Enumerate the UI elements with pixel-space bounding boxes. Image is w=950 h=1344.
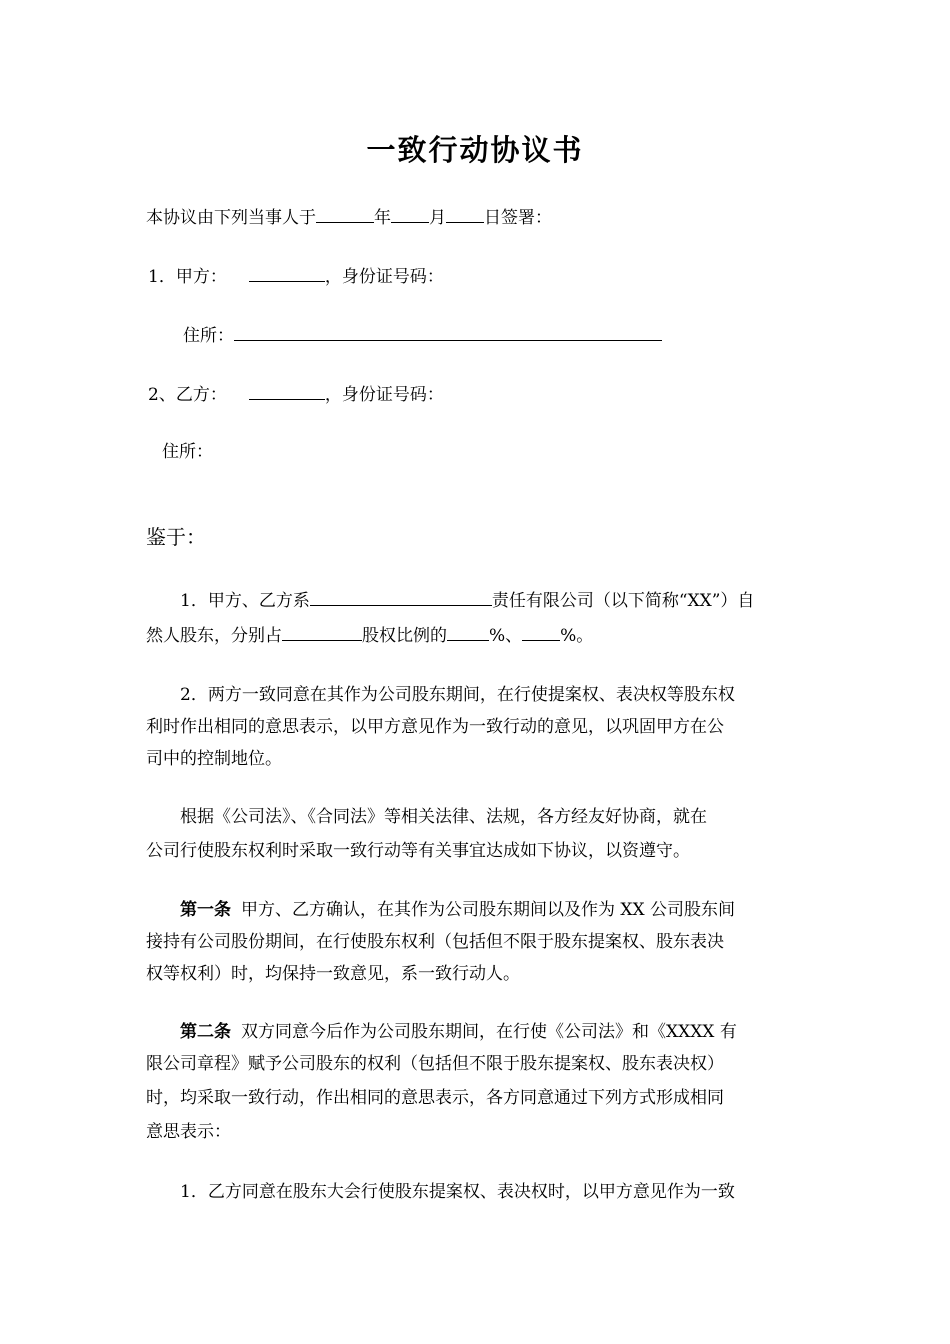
- w1-e: %、: [489, 626, 523, 646]
- whereas-1-line-1: [180, 588, 806, 612]
- share-ratio-blank: [282, 623, 362, 641]
- article-1-line-1: [180, 899, 735, 921]
- party-b-label: 2、乙方：: [148, 385, 227, 405]
- article-1-line-3: 权等权利）时，均保持一致意见，系一致行动人。: [146, 964, 520, 984]
- article-2-line-1: [180, 1021, 737, 1043]
- whereas-1-line-2: [146, 623, 593, 647]
- percent-b-blank: [522, 623, 560, 641]
- party-a-label: 1．甲方：: [148, 267, 227, 287]
- day-blank: [446, 205, 484, 223]
- document-title: 一致行动协议书: [366, 133, 584, 167]
- month-label: 月: [429, 208, 446, 228]
- item-1-line-1: 1．乙方同意在股东大会行使股东提案权、表决权时，以甲方意见作为一致: [180, 1182, 735, 1202]
- intro-prefix: 本协议由下列当事人于: [146, 208, 316, 228]
- party-a-address-blank: [234, 323, 662, 341]
- intro-line: [146, 205, 552, 229]
- month-blank: [391, 205, 429, 223]
- w1-b: 责任有限公司（以下简称“XX”）自: [491, 591, 755, 611]
- party-a-address-line: [183, 323, 662, 347]
- day-sign-label: 日签署：: [484, 208, 552, 228]
- w1-f: %。: [560, 626, 594, 646]
- whereas-2-line-1: 2．两方一致同意在其作为公司股东期间，在行使提案权、表决权等股东权: [180, 685, 735, 705]
- party-b-address-label: 住所：: [162, 442, 213, 462]
- article-1-text-1: 甲方、乙方确认，在其作为公司股东期间以及作为 XX 公司股东间: [241, 900, 736, 920]
- w1-c: 然人股东，分别占: [146, 626, 282, 646]
- article-2-line-2: 限公司章程》赋予公司股东的权利（包括但不限于股东提案权、股东表决权）: [146, 1054, 724, 1074]
- party-a-address-label: 住所：: [183, 326, 234, 346]
- article-2-line-4: 意思表示：: [146, 1122, 231, 1142]
- company-name-blank: [310, 588, 492, 606]
- year-blank: [316, 205, 374, 223]
- year-label: 年: [374, 208, 391, 228]
- party-b-id-label: ，身份证号码：: [324, 385, 444, 405]
- percent-a-blank: [447, 623, 489, 641]
- party-b-name-blank: [249, 382, 325, 400]
- article-1-line-2: 接持有公司股份期间，在行使股东权利（包括但不限于股东提案权、股东表决: [146, 932, 724, 952]
- article-2-text-1: 双方同意今后作为公司股东期间，在行使《公司法》和《XXXX 有: [241, 1022, 737, 1042]
- whereas-2-line-3: 司中的控制地位。: [146, 749, 282, 769]
- article-2-line-3: 时，均采取一致行动，作出相同的意思表示，各方同意通过下列方式形成相同: [146, 1088, 724, 1108]
- party-b-address-line: [162, 441, 213, 463]
- basis-line-1: 根据《公司法》、《合同法》等相关法律、法规，各方经友好协商，就在: [180, 807, 707, 827]
- article-2-heading: 第二条: [180, 1022, 231, 1042]
- party-b-line: [148, 382, 444, 406]
- party-a-line: [148, 264, 444, 288]
- party-a-id-label: ，身份证号码：: [324, 267, 444, 287]
- basis-line-2: 公司行使股东权利时采取一致行动等有关事宜达成如下协议，以资遵守。: [146, 841, 690, 861]
- party-a-name-blank: [249, 264, 325, 282]
- whereas-2-line-2: 利时作出相同的意思表示，以甲方意见作为一致行动的意见，以巩固甲方在公: [146, 717, 724, 737]
- w1-a: 1．甲方、乙方系: [180, 591, 310, 611]
- w1-d: 股权比例的: [362, 626, 447, 646]
- whereas-heading: 鉴于：: [146, 525, 206, 549]
- article-1-heading: 第一条: [180, 900, 231, 920]
